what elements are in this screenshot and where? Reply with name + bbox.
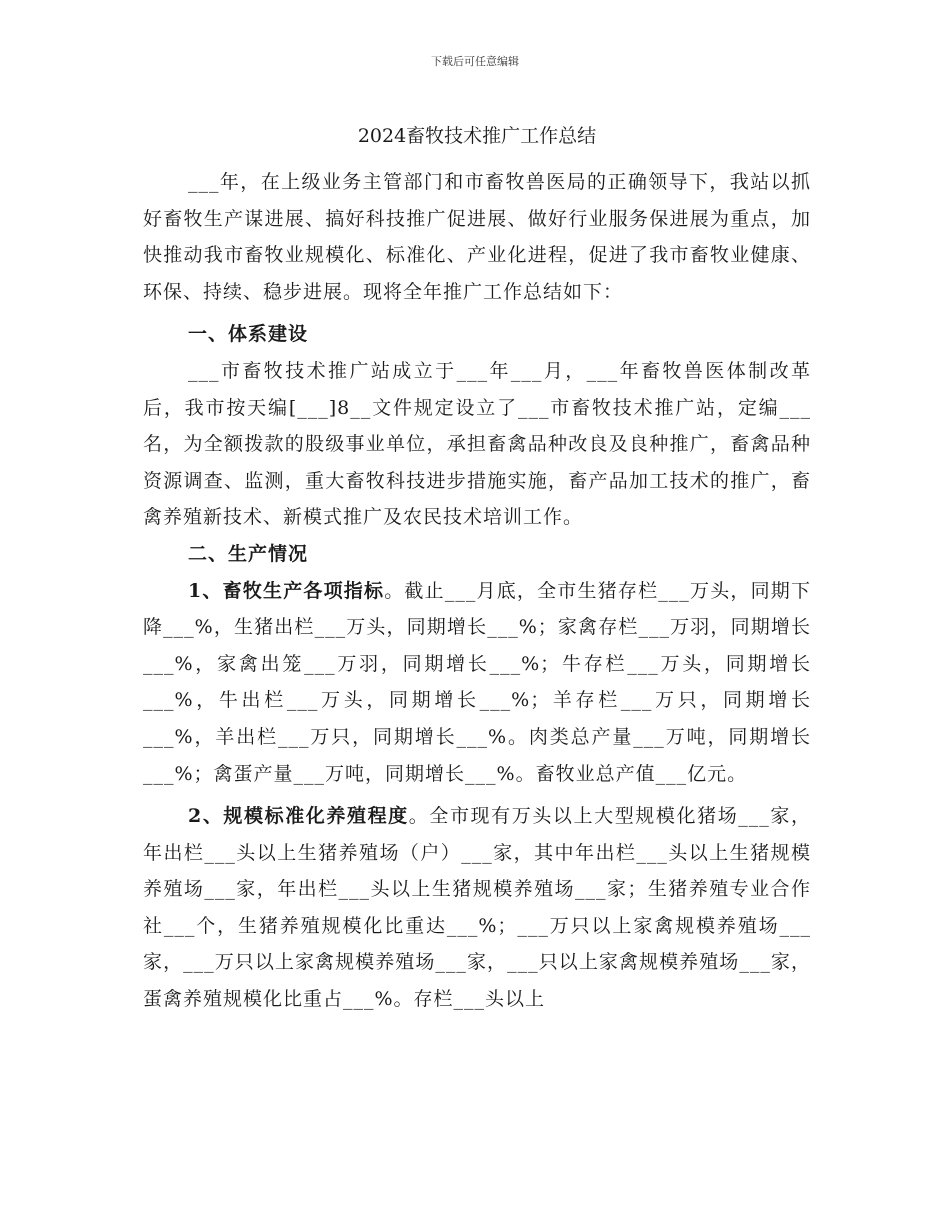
section-heading-production: 二、生产情况 <box>188 542 309 565</box>
document-title: 2024畜牧技术推广工作总结 <box>357 125 597 147</box>
item-lead-scale: 2、规模标准化养殖程度 <box>188 805 409 828</box>
item-body-scale: 。全市现有万头以上大型规模化猪场___家，年出栏___头以上生猪养殖场（户）___家，其中年出栏___头以上生猪规模养殖场___家，年出栏___头以上生猪规模养殖场___家；生猪养殖专业合作社___个，生猪养殖规模化比重达___%；___万只以上家禽规模养殖场___家，___万只以上家禽规模养殖场___家，___只以上家禽规模养殖场___家，蛋禽养殖规模化比重占___%。存栏___头以上 <box>143 805 811 1011</box>
item-lead-indicators: 1、畜牧生产各项指标 <box>188 579 385 602</box>
section-paragraph-system: ___市畜牧技术推广站成立于___年___月，___年畜牧兽医体制改革后，我市按天编[___]8__文件规定设立了___市畜牧技术推广站，定编___名，为全额拨款的股级事业单位，承担畜禽品种改良及良种推广，畜禽品种资源调查、监测，重大畜牧科技进步措施实施，畜产品加工技术的推广，畜禽养殖新技术、新模式推广及农民技术培训工作。 <box>143 359 811 529</box>
document-body <box>143 118 811 1018</box>
paragraph-scale-farming <box>143 798 811 1018</box>
paragraph-production-indicators <box>143 573 811 793</box>
item-body-indicators: 。截止___月底，全市生猪存栏___万头，同期下降___%，生猪出栏___万头，同期增长___%；家禽存栏___万羽，同期增长___%，家禽出笼___万羽，同期增长___%；牛存栏___万头，同期增长___%，牛出栏___万头，同期增长___%；羊存栏___万只，同期增长___%，羊出栏___万只，同期增长___%。肉类总产量___万吨，同期增长___%；禽蛋产量___万吨，同期增长___%。畜牧业总产值___亿元。 <box>143 579 811 785</box>
page-header-note: 下载后可任意编辑 <box>431 55 519 68</box>
intro-paragraph: ___年，在上级业务主管部门和市畜牧兽医局的正确领导下，我站以抓好畜牧生产谋进展、搞好科技推广促进展、做好行业服务保进展为重点，加快推动我市畜牧业规模化、标准化、产业化进程，促进了我市畜牧业健康、环保、持续、稳步进展。现将全年推广工作总结如下： <box>143 171 811 303</box>
section-heading-system: 一、体系建设 <box>188 323 309 346</box>
